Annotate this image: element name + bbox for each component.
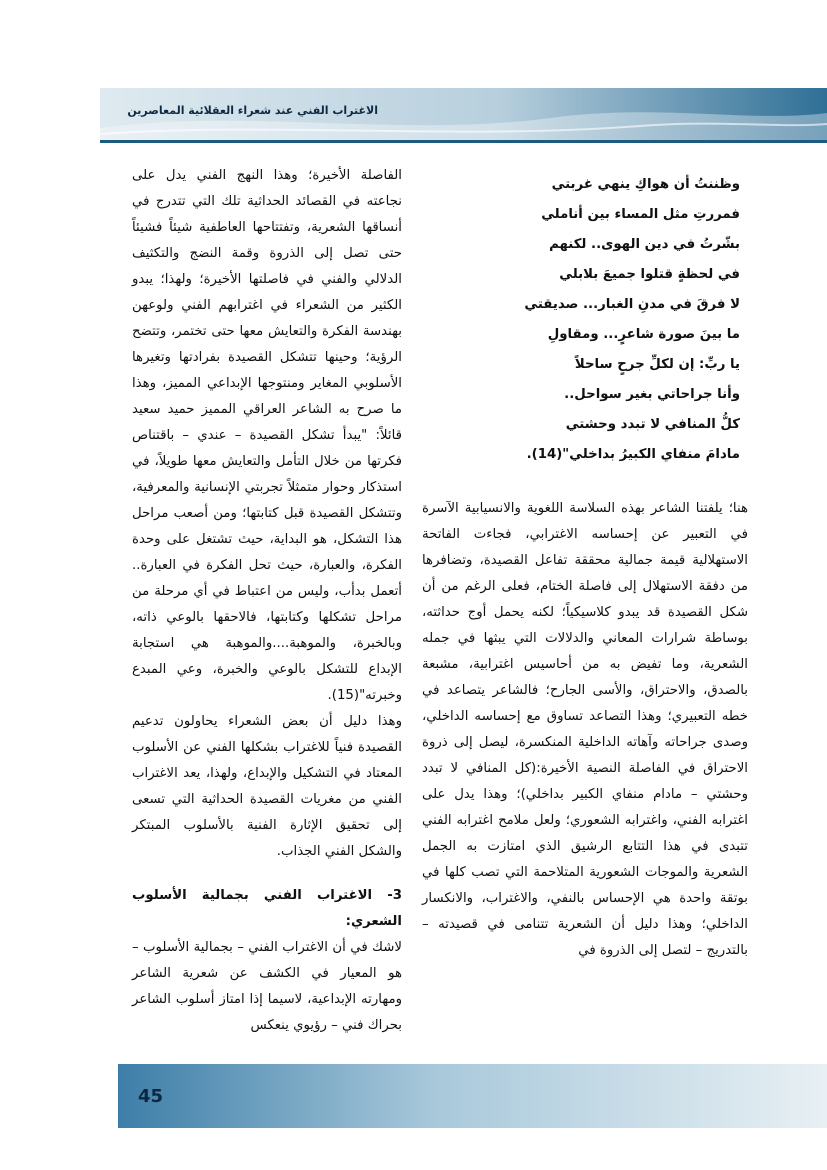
running-header-title: الاغتراب الفني عند شعراء العقلائية المعاصرين — [127, 104, 378, 117]
body-paragraph: وهذا دليل أن بعض الشعراء يحاولون تدعيم القصيدة فنياً للاغتراب بشكلها الفني عن الأسلوب المعتاد في التشكيل والإبداع، ولهذا، يعد الاغتراب الفني من مغريات القصيدة الحداثية التي تسعى إلى تحقيق الإثارة الفنية بالأسلوب المبتكر والشكل الفني الجذاب. — [132, 714, 402, 859]
right-column — [422, 170, 748, 964]
verse-line: لا فرقَ في مدنِ الغبار... صديقتي — [524, 297, 740, 312]
verse-line: يا ربِّ: إن لكلِّ جرحٍ ساحلاً — [574, 357, 740, 372]
verse-line: في لحظةٍ قتلوا جميعَ بلابلي — [559, 267, 740, 282]
verse-line: وظننتُ أن هواكِ ينهي غربتي — [551, 177, 740, 192]
verse-line: ما بينَ صورة شاعرٍ... ومقاولِ — [547, 327, 740, 342]
verse-line: مادامَ منفاي الكبيرُ بداخلي"(14). — [526, 447, 740, 462]
body-paragraph: هنا؛ يلفتنا الشاعر بهذه السلاسة اللغوية والانسيابية الآسرة في التعبير عن إحساسه الاغترابي، فجاءت الفاتحة الاستهلالية قيمة جمالية محققة تفاعل القصيدة، وتضافرها من دفقة الاستهلال إلى فاصلة الختام، فعلى الرغم من أن شكل القصيدة قد يبدو كلاسيكياً؛ لكنه يحمل أوج حداثته، بوساطة شرارات المعاني والدلالات التي يبثها في جمله الشعرية، وما تفيض به من أحاسيس اغترابية، مشبعة بالصدق، والاحتراق، والأسى الجارح؛ فالشاعر يتصاعد في خطه التعبيري؛ وهذا التصاعد تساوق مع إحساسه الداخلي، وصدى جراحاته وآهاته الداخلية المنكسرة، ليصل إلى ذروة الاحتراق في الفاصلة النصية الأخيرة:(كل المنافي لا تبدد وحشتي – مادام منفاي الكبير بداخلي)؛ وهذا يدل على اغترابه الفني، واغترابه الشعوري؛ ولعل ملامح اغترابه الفني تتبدى في هذا التتابع الرشيق الذي امتازت به الجمل الشعرية والموجات الشعورية المتلاحمة التي تصب كلها في بوتقة واحدة هي الإحساس بالنفي، والاغتراب، والانكسار الداخلي؛ وهذا دليل أن الشعرية تتنامى في قصيدته – بالتدريج – لتصل إلى الذروة في — [422, 501, 748, 958]
verse-line: فمررتِ مثل المساء بين أناملي — [541, 207, 740, 222]
poem-verse — [422, 170, 748, 470]
footer-band — [118, 1064, 827, 1128]
verse-line: بشّرتُ في دين الهوى.. لكنهم — [549, 237, 740, 252]
verse-line: كلُّ المنافي لا تبدد وحشتي — [565, 417, 740, 432]
page-number: 45 — [138, 1086, 164, 1107]
left-column — [132, 163, 402, 1039]
body-paragraph: الفاصلة الأخيرة؛ وهذا النهج الفني يدل على نجاعته في القصائد الحداثية تلك التي تتدرج في أنساقها الشعرية، وتفتتاحها العاطفية شيئاً فشيئاً حتى تصل إلى الذروة وقمة النضج والتكثيف الدلالي والفني في فاصلتها الأخيرة؛ ولهذا؛ يبدو الكثير من الشعراء في اغترابهم الفني ولوعهن بهندسة الفكرة والتعايش معها حتى تختمر، وتتضح الرؤية؛ وحينها تتشكل القصيدة بفرادتها وتغيرها الأسلوبي المغاير ومنتوجها الإبداعي المميز، وهذا ما صرح به الشاعر العراقي المميز حميد سعيد قائلاً: "يبدأ تشكل القصيدة – عندي – باقتناص فكرتها من خلال التأمل والتعايش معها طويلاً، في استذكار وحوار متمثلاً تجربتي الإنسانية والمعرفية، وتتشكل القصيدة قبل كتابتها؛ ومن أصعب مراحل هذا التشكل، هو البداية، حيث تشتغل على وحدة الفكرة، والعبارة، حيث تحل الفكرة في العبارة.. أتعمل بدأب، وليس من اعتباط في أي مرحلة من مراحل تشكلها وكتابتها، فالاحقها بالوعي ذاته، وبالخبرة، والموهبة....والموهبة هي استجابة الإبداع للتشكل بالوعي والخبرة، وعي المبدع وخبرته"(15). — [132, 168, 402, 703]
section-heading: 3- الاغتراب الفني بجمالية الأسلوب الشعري: — [132, 888, 402, 929]
body-paragraph: لاشك في أن الاغتراب الفني – بجمالية الأسلوب – هو المعيار في الكشف عن شعرية الشاعر ومهارته الإبداعية، لاسيما إذا امتاز أسلوب الشاعر بحراك فني – رؤيوي ينعكس — [132, 940, 402, 1033]
verse-line: وأنا جراحاتي بغير سواحل.. — [564, 387, 740, 402]
